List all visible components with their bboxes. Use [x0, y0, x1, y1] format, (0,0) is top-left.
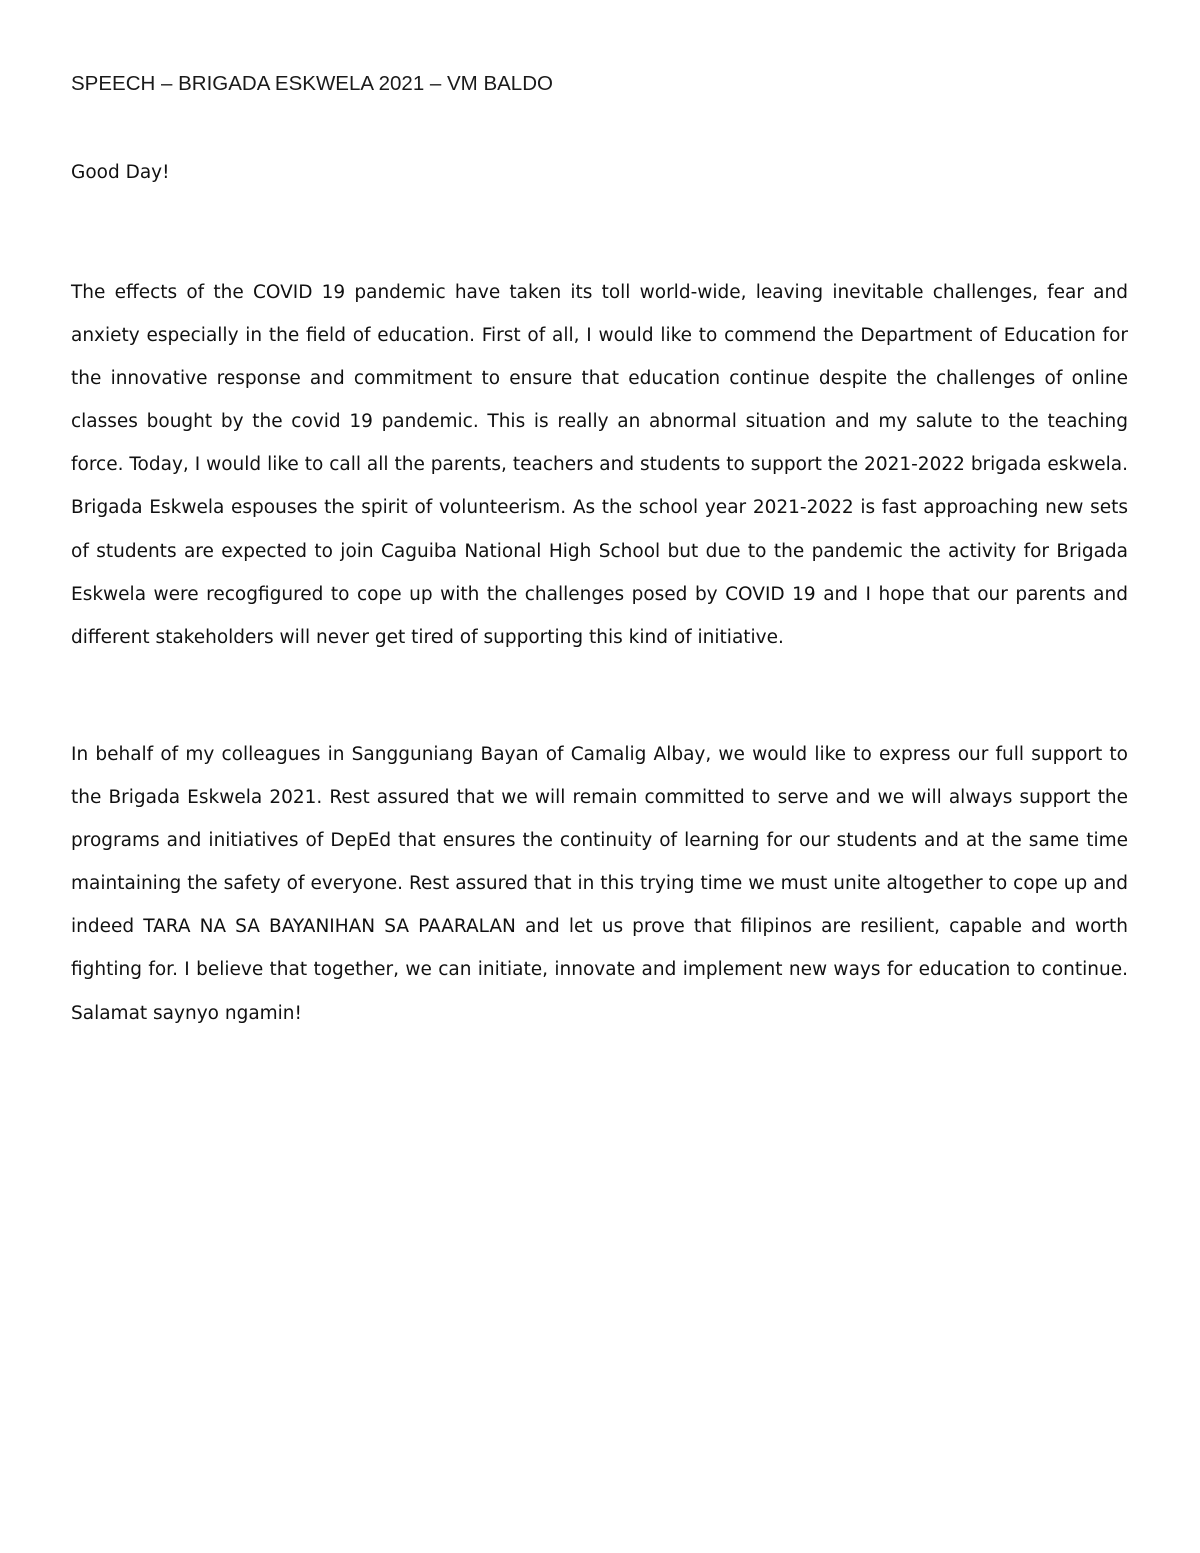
document-title: SPEECH – BRIGADA ESKWELA 2021 – VM BALDO [71, 72, 553, 95]
greeting-line: Good Day! [71, 162, 170, 183]
paragraph-2: In behalf of my colleagues in Sangguniang Bayan of Camalig Albay, we would like to express our full support to the Brigada Eskwela 2021. Rest assured that we will remain committed to serve and we will always support the programs and initiatives of DepEd that ensures the continuity of learning for our students and at the same time maintaining the safety of everyone. Rest assured that in this trying time we must unite altogether to cope up and indeed TARA NA SA BAYANIHAN SA PAARALAN and let us prove that filipinos are resilient, capable and worth fighting for. I believe that together, we can initiate, innovate and implement new ways for education to continue. Salamat saynyo ngamin! [71, 744, 1128, 1024]
paragraph-1: The effects of the COVID 19 pandemic have taken its toll world-wide, leaving inevitable challenges, fear and anxiety especially in the field of education. First of all, I would like to commend the Department of Education for the innovative response and commitment to ensure that education continue despite the challenges of online classes bought by the covid 19 pandemic. This is really an abnormal situation and my salute to the teaching force. Today, I would like to call all the parents, teachers and students to support the 2021-2022 brigada eskwela. Brigada Eskwela espouses the spirit of volunteerism. As the school year 2021-2022 is fast approaching new sets of students are expected to join Caguiba National High School but due to the pandemic the activity for Brigada Eskwela were recogfigured to cope up with the challenges posed by COVID 19 and I hope that our parents and different stakeholders will never get tired of supporting this kind of initiative. [71, 282, 1128, 648]
